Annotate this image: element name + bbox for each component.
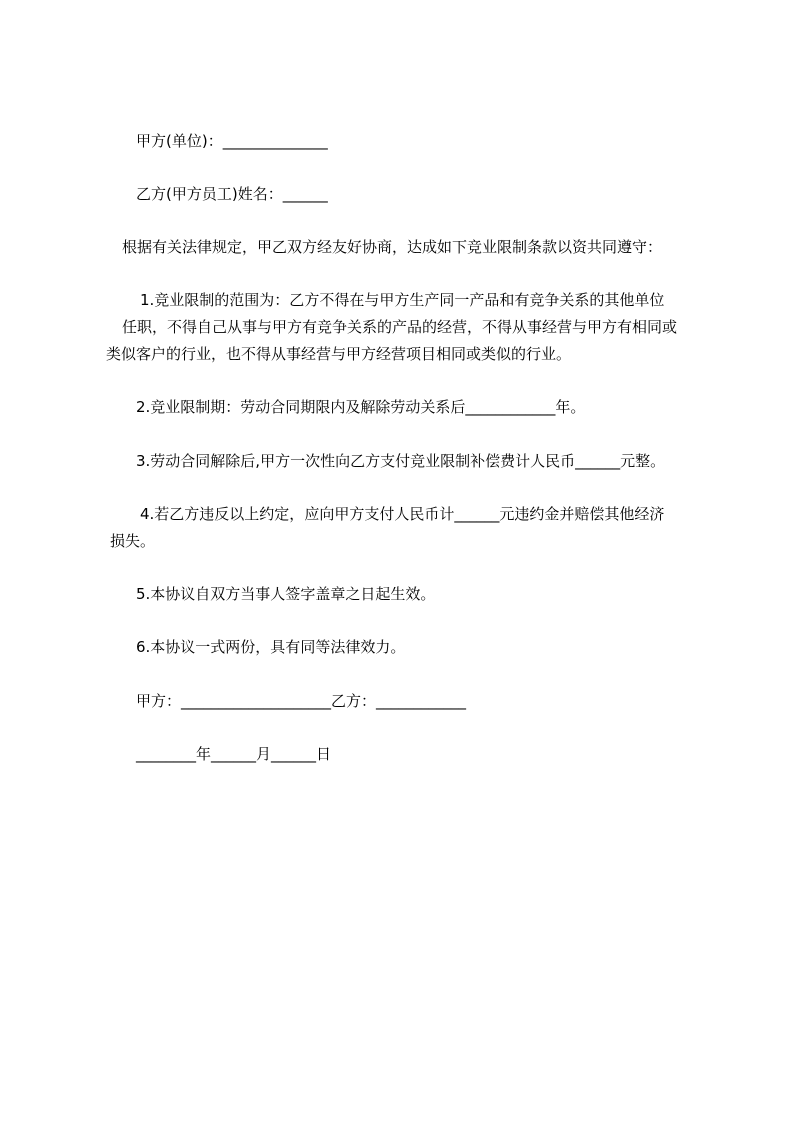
clause-2: 2.竞业限制期：劳动合同期限内及解除劳动关系后____________年。 <box>136 398 586 416</box>
clause-4-line-2: 损失。 <box>110 532 156 550</box>
clause-4-line-1: 4.若乙方违反以上约定，应向甲方支付人民币计______元违约金并赔偿其他经济 <box>140 505 665 523</box>
intro-paragraph: 根据有关法律规定，甲乙双方经友好协商，达成如下竞业限制条款以资共同遵守： <box>122 238 663 256</box>
clause-3: 3.劳动合同解除后,甲方一次性向乙方支付竞业限制补偿费计人民币______元整。 <box>136 452 666 470</box>
party-a-unit-line: 甲方(单位)：______________ <box>136 132 328 150</box>
clause-1-line-2: 任职，不得自己从事与甲方有竞争关系的产品的经营，不得从事经营与甲方有相同或 <box>122 318 678 336</box>
clause-5: 5.本协议自双方当事人签字盖章之日起生效。 <box>136 585 436 603</box>
clause-6: 6.本协议一式两份，具有同等法律效力。 <box>136 638 406 656</box>
clause-1-line-1: 1.竞业限制的范围为：乙方不得在与甲方生产同一产品和有竞争关系的其他单位 <box>140 291 665 309</box>
date-line: ________年______月______日 <box>136 745 332 763</box>
clause-1-line-3: 类似客户的行业，也不得从事经营与甲方经营项目相同或类似的行业。 <box>106 345 572 363</box>
signature-line: 甲方：____________________乙方：____________ <box>136 692 467 710</box>
party-b-name-line: 乙方(甲方员工)姓名：______ <box>136 185 328 203</box>
